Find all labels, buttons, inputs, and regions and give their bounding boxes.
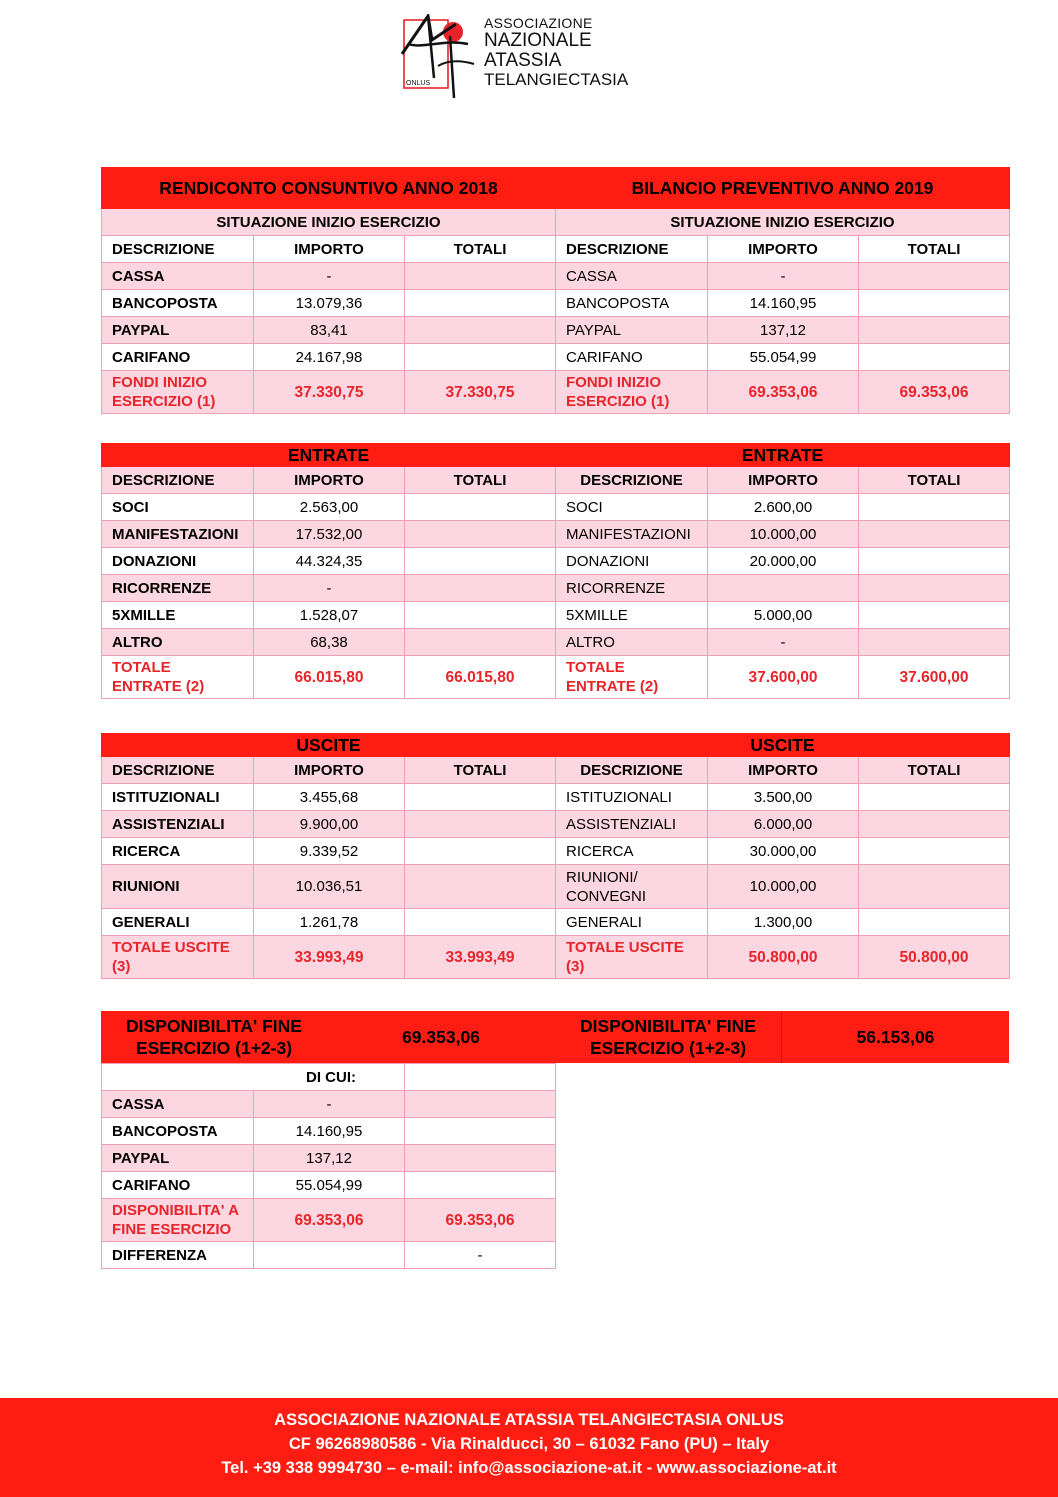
total-importo: 37.330,75 (254, 371, 405, 414)
header-descrizione: DESCRIZIONE (102, 236, 254, 263)
row-desc: ASSISTENZIALI (102, 811, 254, 838)
row-importo: 2.600,00 (708, 494, 859, 521)
row-importo: 1.261,78 (254, 909, 405, 936)
rendiconto-title: RENDICONTO CONSUNTIVO ANNO 2018 (102, 168, 556, 209)
table-row (102, 494, 1010, 521)
row-totale (405, 1091, 556, 1118)
header-descrizione: DESCRIZIONE (556, 236, 708, 263)
table-row (102, 1172, 556, 1199)
table-row (102, 784, 1010, 811)
total-desc: TOTALE ENTRATE (2) (556, 656, 708, 699)
row-importo (708, 575, 859, 602)
row-totale (405, 865, 556, 909)
left-subtitle: SITUAZIONE INIZIO ESERCIZIO (102, 209, 556, 236)
row-importo: 68,38 (254, 629, 405, 656)
header-importo: IMPORTO (708, 236, 859, 263)
preventivo-title: BILANCIO PREVENTIVO ANNO 2019 (556, 168, 1010, 209)
row-totale (859, 521, 1010, 548)
total-totale: 37.600,00 (859, 656, 1010, 699)
total-importo: 69.353,06 (254, 1199, 405, 1242)
header-descrizione: DESCRIZIONE (556, 757, 708, 784)
row-importo: 24.167,98 (254, 344, 405, 371)
row-desc: CASSA (102, 263, 254, 290)
total-desc: FONDI INIZIO ESERCIZIO (1) (102, 371, 254, 414)
disponibilita-value-left: 69.353,06 (402, 1027, 480, 1047)
header-importo: IMPORTO (708, 467, 859, 494)
row-importo: 1.300,00 (708, 909, 859, 936)
header-importo: IMPORTO (254, 467, 405, 494)
row-desc: RIUNIONI (102, 865, 254, 909)
logo-line4: TELANGIECTASIA (484, 70, 629, 89)
table-row (102, 838, 1010, 865)
entrate-title-right: ENTRATE (556, 444, 1010, 467)
footer-contacts: Tel. +39 338 9994730 – e-mail: info@associazione-at.it - www.associazione-at.it (221, 1459, 837, 1477)
row-totale (859, 629, 1010, 656)
table-row (102, 602, 1010, 629)
di-cui-label: DI CUI: (102, 1064, 405, 1091)
difference-desc: DIFFERENZA (102, 1242, 254, 1269)
row-importo: 20.000,00 (708, 548, 859, 575)
entrate-table (101, 443, 1010, 699)
row-desc: CASSA (556, 263, 708, 290)
total-desc: FONDI INIZIO ESERCIZIO (1) (556, 371, 708, 414)
row-totale (405, 317, 556, 344)
row-totale (405, 602, 556, 629)
table-row (102, 290, 1010, 317)
row-importo: 5.000,00 (708, 602, 859, 629)
row-importo: 137,12 (254, 1145, 405, 1172)
total-desc: DISPONIBILITA' A FINE ESERCIZIO (102, 1199, 254, 1242)
page-footer (0, 1398, 1058, 1497)
column-headers (102, 467, 1010, 494)
total-desc: TOTALE USCITE (3) (556, 936, 708, 979)
header-totali: TOTALI (405, 467, 556, 494)
row-importo: 44.324,35 (254, 548, 405, 575)
row-totale (405, 575, 556, 602)
logo-mark-icon (398, 14, 488, 102)
difference-totale: - (405, 1242, 556, 1269)
logo-line3: ATASSIA (484, 50, 562, 71)
total-totale: 37.330,75 (405, 371, 556, 414)
total-row (102, 1199, 556, 1242)
row-totale (859, 290, 1010, 317)
row-desc: MANIFESTAZIONI (556, 521, 708, 548)
table-row (102, 521, 1010, 548)
footer-address: CF 96268980586 - Via Rinalducci, 30 – 61032 Fano (PU) – Italy (288, 1435, 770, 1453)
row-desc: CARIFANO (556, 344, 708, 371)
header-totali: TOTALI (405, 236, 556, 263)
initial-funds-table (101, 167, 1010, 414)
row-desc: ISTITUZIONALI (556, 784, 708, 811)
row-importo: 14.160,95 (708, 290, 859, 317)
header-descrizione: DESCRIZIONE (556, 467, 708, 494)
row-totale (859, 263, 1010, 290)
row-totale (405, 290, 556, 317)
total-row (102, 936, 1010, 979)
row-totale (405, 909, 556, 936)
disponibilita-label-right: DISPONIBILITA' FINE ESERCIZIO (1+2-3) (580, 1016, 756, 1058)
row-totale (859, 344, 1010, 371)
disponibilita-label-left: DISPONIBILITA' FINE ESERCIZIO (1+2-3) (126, 1016, 302, 1058)
header-totali: TOTALI (859, 467, 1010, 494)
header-descrizione: DESCRIZIONE (102, 757, 254, 784)
disponibilita-banner (101, 1011, 1009, 1063)
row-importo: - (708, 629, 859, 656)
total-totale: 69.353,06 (859, 371, 1010, 414)
table-row (102, 317, 1010, 344)
row-desc: RICERCA (556, 838, 708, 865)
row-totale (405, 811, 556, 838)
row-totale (405, 548, 556, 575)
row-desc: 5XMILLE (102, 602, 254, 629)
total-row (102, 656, 1010, 699)
row-totale (859, 784, 1010, 811)
footer-org-name: ASSOCIAZIONE NAZIONALE ATASSIA TELANGIECTASIA ONLUS (274, 1411, 784, 1429)
table-row (102, 629, 1010, 656)
row-totale (405, 521, 556, 548)
header-totali: TOTALI (859, 236, 1010, 263)
row-totale (405, 784, 556, 811)
row-importo: 137,12 (708, 317, 859, 344)
row-importo: 83,41 (254, 317, 405, 344)
logo-line2: NAZIONALE (484, 30, 592, 51)
table-row (102, 865, 1010, 909)
logo-line1: ASSOCIAZIONE (484, 15, 593, 31)
row-importo: 30.000,00 (708, 838, 859, 865)
row-desc: RICORRENZE (102, 575, 254, 602)
right-subtitle: SITUAZIONE INIZIO ESERCIZIO (556, 209, 1010, 236)
row-totale (405, 344, 556, 371)
row-desc: ALTRO (556, 629, 708, 656)
disponibilita-value-right: 56.153,06 (856, 1027, 935, 1047)
row-importo: 6.000,00 (708, 811, 859, 838)
row-importo: - (254, 263, 405, 290)
total-importo: 33.993,49 (254, 936, 405, 979)
total-desc: TOTALE ENTRATE (2) (102, 656, 254, 699)
total-importo: 50.800,00 (708, 936, 859, 979)
empty-cell (405, 1064, 556, 1091)
row-desc: SOCI (556, 494, 708, 521)
row-importo: - (254, 575, 405, 602)
row-totale (405, 494, 556, 521)
row-totale (859, 602, 1010, 629)
total-importo: 66.015,80 (254, 656, 405, 699)
row-importo: 1.528,07 (254, 602, 405, 629)
row-desc: CARIFANO (102, 1172, 254, 1199)
row-desc: RICERCA (102, 838, 254, 865)
row-totale (859, 317, 1010, 344)
row-importo: 10.000,00 (708, 521, 859, 548)
row-importo: 55.054,99 (708, 344, 859, 371)
row-importo: 3.500,00 (708, 784, 859, 811)
row-desc: RICORRENZE (556, 575, 708, 602)
table-row (102, 575, 1010, 602)
row-importo: 9.900,00 (254, 811, 405, 838)
total-totale: 69.353,06 (405, 1199, 556, 1242)
column-headers (102, 236, 1010, 263)
table-row (102, 548, 1010, 575)
uscite-table (101, 733, 1010, 979)
table-row (102, 811, 1010, 838)
row-importo: 10.036,51 (254, 865, 405, 909)
row-totale (859, 494, 1010, 521)
row-totale (405, 629, 556, 656)
row-desc: BANCOPOSTA (556, 290, 708, 317)
header-importo: IMPORTO (254, 236, 405, 263)
header-totali: TOTALI (859, 757, 1010, 784)
table-row (102, 344, 1010, 371)
difference-importo (254, 1242, 405, 1269)
logo-wordmark (484, 16, 628, 88)
total-row (102, 371, 1010, 414)
row-desc: PAYPAL (556, 317, 708, 344)
difference-row (102, 1242, 556, 1269)
row-desc: ALTRO (102, 629, 254, 656)
row-totale (405, 263, 556, 290)
row-importo: - (254, 1091, 405, 1118)
row-desc: MANIFESTAZIONI (102, 521, 254, 548)
row-importo: 9.339,52 (254, 838, 405, 865)
logo-badge: ONLUS (406, 80, 431, 87)
total-importo: 69.353,06 (708, 371, 859, 414)
row-desc: GENERALI (102, 909, 254, 936)
header-importo: IMPORTO (708, 757, 859, 784)
total-importo: 37.600,00 (708, 656, 859, 699)
row-desc: CASSA (102, 1091, 254, 1118)
row-importo: 13.079,36 (254, 290, 405, 317)
row-desc: ISTITUZIONALI (102, 784, 254, 811)
uscite-title-right: USCITE (556, 734, 1010, 757)
uscite-title-left: USCITE (102, 734, 556, 757)
disponibilita-detail-table (101, 1063, 556, 1269)
row-desc: BANCOPOSTA (102, 1118, 254, 1145)
row-totale (859, 838, 1010, 865)
row-totale (405, 1172, 556, 1199)
table-row (102, 1118, 556, 1145)
row-desc: DONAZIONI (556, 548, 708, 575)
row-desc: 5XMILLE (556, 602, 708, 629)
row-importo: 14.160,95 (254, 1118, 405, 1145)
row-importo: 3.455,68 (254, 784, 405, 811)
association-logo (398, 14, 668, 102)
row-desc: PAYPAL (102, 1145, 254, 1172)
row-totale (405, 1118, 556, 1145)
column-headers (102, 757, 1010, 784)
total-totale: 33.993,49 (405, 936, 556, 979)
row-desc: DONAZIONI (102, 548, 254, 575)
header-importo: IMPORTO (254, 757, 405, 784)
total-totale: 50.800,00 (859, 936, 1010, 979)
row-totale (405, 1145, 556, 1172)
row-importo: 17.532,00 (254, 521, 405, 548)
row-desc: SOCI (102, 494, 254, 521)
row-totale (405, 838, 556, 865)
row-desc: PAYPAL (102, 317, 254, 344)
total-desc: TOTALE USCITE (3) (102, 936, 254, 979)
row-importo: 55.054,99 (254, 1172, 405, 1199)
total-totale: 66.015,80 (405, 656, 556, 699)
row-importo: 2.563,00 (254, 494, 405, 521)
row-totale (859, 909, 1010, 936)
row-desc: GENERALI (556, 909, 708, 936)
header-totali: TOTALI (405, 757, 556, 784)
row-totale (859, 575, 1010, 602)
row-totale (859, 811, 1010, 838)
header-descrizione: DESCRIZIONE (102, 467, 254, 494)
entrate-title-left: ENTRATE (102, 444, 556, 467)
row-importo: 10.000,00 (708, 865, 859, 909)
table-row (102, 263, 1010, 290)
row-desc: ASSISTENZIALI (556, 811, 708, 838)
row-desc: BANCOPOSTA (102, 290, 254, 317)
table-row (102, 1091, 556, 1118)
row-desc: CARIFANO (102, 344, 254, 371)
row-totale (859, 865, 1010, 909)
row-importo: - (708, 263, 859, 290)
row-totale (859, 548, 1010, 575)
row-desc: RIUNIONI/ CONVEGNI (556, 865, 708, 909)
table-row (102, 1145, 556, 1172)
table-row (102, 909, 1010, 936)
